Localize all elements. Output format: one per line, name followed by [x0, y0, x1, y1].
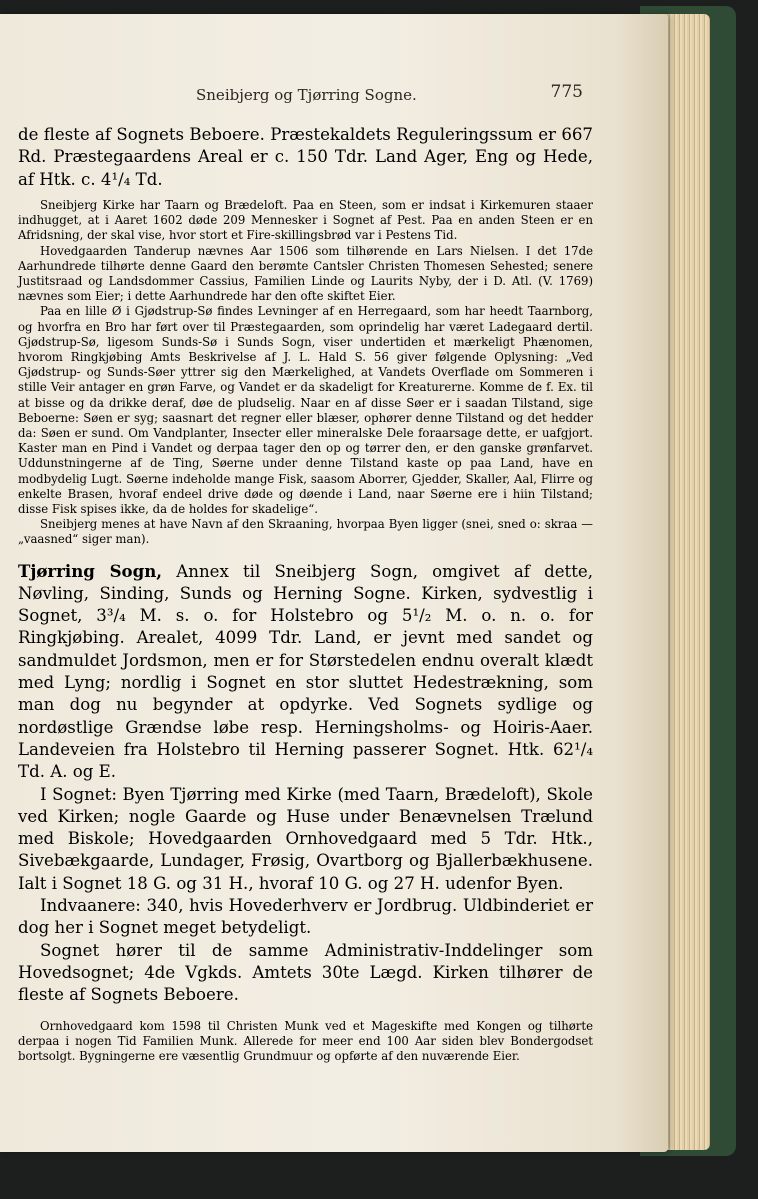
note-gjodstrup-lake: Paa en lille Ø i Gjødstrup-Sø findes Levninger af en Herregaard, som har heedt Taarnborg, og hvorfra en Bro har ført over til Præstegaarden, som oprindelig har været Ladegaard dertil. Gjødstrup-Sø, ligesom Sunds-Sø i Sunds Sogn, viser undertiden et mærkeligt Phænomen, hvorom Ringkjøbing Amts Beskrivelse af J. L. Hald S. 56 giver følgende Oplysning: „Ved Gjødstrup- og Sunds-Søer yttrer sig den Mærkelighed, at Vandets Overflade om Sommeren i stille Veir antager en grøn Farve, og Vandet er da skadeligt for Kreaturerne. Komme de f. Ex. til at bisse og da drikke deraf, døe de pludselig. Naar en af disse Søer er i saadan Tilstand, sige Beboerne: Søen er syg; saasnart det regner eller blæser, ophører denne Tilstand og det hedder da: Søen er sund. Om Vandplanter, Insecter eller mineralske Dele foraarsage dette, er uafgjort. Kaster man en Pind i Vandet og derpaa tager den op og tørrer den, er den ganske grønfarvet. Uddunstningerne af de Ting, Søerne under denne Tilstand kaste op paa Land, have en modbydelig Lugt. Søerne indeholde mange Fisk, saasom Aborrer, Gjedder, Skaller, Aal, Flirre og enkelte Brasen, hvoraf endeel drive døde og døende i Land, naar Søerne ere i hiin Tilstand; disse Fisk spises ikke, da de holdes for skadelige“. [18, 304, 593, 516]
note-ornhovedgaard: Ornhovedgaard kom 1598 til Christen Munk ved et Mageskifte med Kongen og tilhørte derpaa i nogen Tid Familien Munk. Allerede for meer end 100 Aar siden blev Bondergodset bortsolgt. Bygningerne ere væsentlig Grundmuur og opførte af den nuværende Eier. [18, 1018, 593, 1063]
page-body [18, 124, 593, 1064]
paragraph-parish-places: I Sognet: Byen Tjørring med Kirke (med Taarn, Brædeloft), Skole ved Kirken; nogle Gaarde og Huse under Benævnelsen Trælund med Biskole; Hovedgaarden Ornhovedgaard med 5 Tdr. Htk., Sivebækgaarde, Lundager, Frøsig, Ovartborg og Bjallerbækhusene. Ialt i Sognet 18 G. og 31 H., hvoraf 10 G. og 27 H. udenfor Byen. [18, 784, 593, 893]
page-number: 775 [550, 82, 583, 102]
paragraph-inhabitants: Indvaanere: 340, hvis Hovederhverv er Jordbrug. Uldbinderiet er dog her i Sognet meget betydeligt. [18, 896, 593, 938]
paragraph-administration: Sognet hører til de samme Administrativ-Inddelinger som Hovedsognet; 4de Vgkds. Amtets 30te Lægd. Kirken tilhører de fleste af Sognets Beboere. [18, 940, 593, 1005]
paragraph-continuation: de fleste af Sognets Beboere. Præstekaldets Reguleringssum er 667 Rd. Præstegaardens Areal er c. 150 Tdr. Land Ager, Eng og Hede, af Htk. c. 4¹/₄ Td. [18, 125, 593, 189]
note-church: Sneibjerg Kirke har Taarn og Brædeloft. Paa en Steen, som er indsat i Kirkemuren staaer indhugget, at i Aaret 1602 døde 209 Mennesker i Sognet af Pest. Paa en anden Steen er en Afridsning, der skal vise, hvor stort et Fire-skillingsbrød var i Pestens Tid. [18, 197, 593, 243]
paragraph-tjorring [18, 560, 593, 784]
page-header [18, 82, 593, 110]
section-heading: Tjørring Sogn, [18, 560, 163, 581]
note-name-origin: Sneibjerg menes at have Navn af den Skraaning, hvorpaa Byen ligger (snei, sned o: skraa — „vaasned“ siger man). [18, 517, 593, 547]
note-tanderup: Hovedgaarden Tanderup nævnes Aar 1506 som tilhørende en Lars Nielsen. I det 17de Aarhundrede tilhørte denne Gaard den berømte Cantsler Christen Thomesen Sehested; senere Justitsraad og Landsdommer Cassius, Familien Linde og Laurits Nyby, der i D. Atl. (V. 1769) nævnes som Eier; i dette Aarhundrede har den ofte skiftet Eier. [18, 243, 593, 304]
running-title: Sneibjerg og Tjørring Sogne. [196, 86, 417, 104]
paragraph-tjorring-text: Annex til Sneibjerg Sogn, omgivet af dette, Nøvling, Sinding, Sunds og Herning Sogne. Kirken, sydvestlig i Sognet, 3³/₄ M. s. o. for Holstebro og 5¹/₂ M. o. n. o. for Ringkjøbing. Arealet, 4099 Tdr. Land, er jevnt med sandet og sandmuldet Jordsmon, men er for Størstedelen endnu overalt klædt med Lyng; nordlig i Sognet en stor sluttet Hedestrækning, som man dog nu begynder at opdyrke. Ved Sognets sydlige og nordøstlige Grændse løbe resp. Herningsholms- og Hoiris-Aaer. Landeveien fra Holstebro til Herning passerer Sognet. Htk. 62¹/₄ Td. A. og E. [18, 561, 593, 782]
